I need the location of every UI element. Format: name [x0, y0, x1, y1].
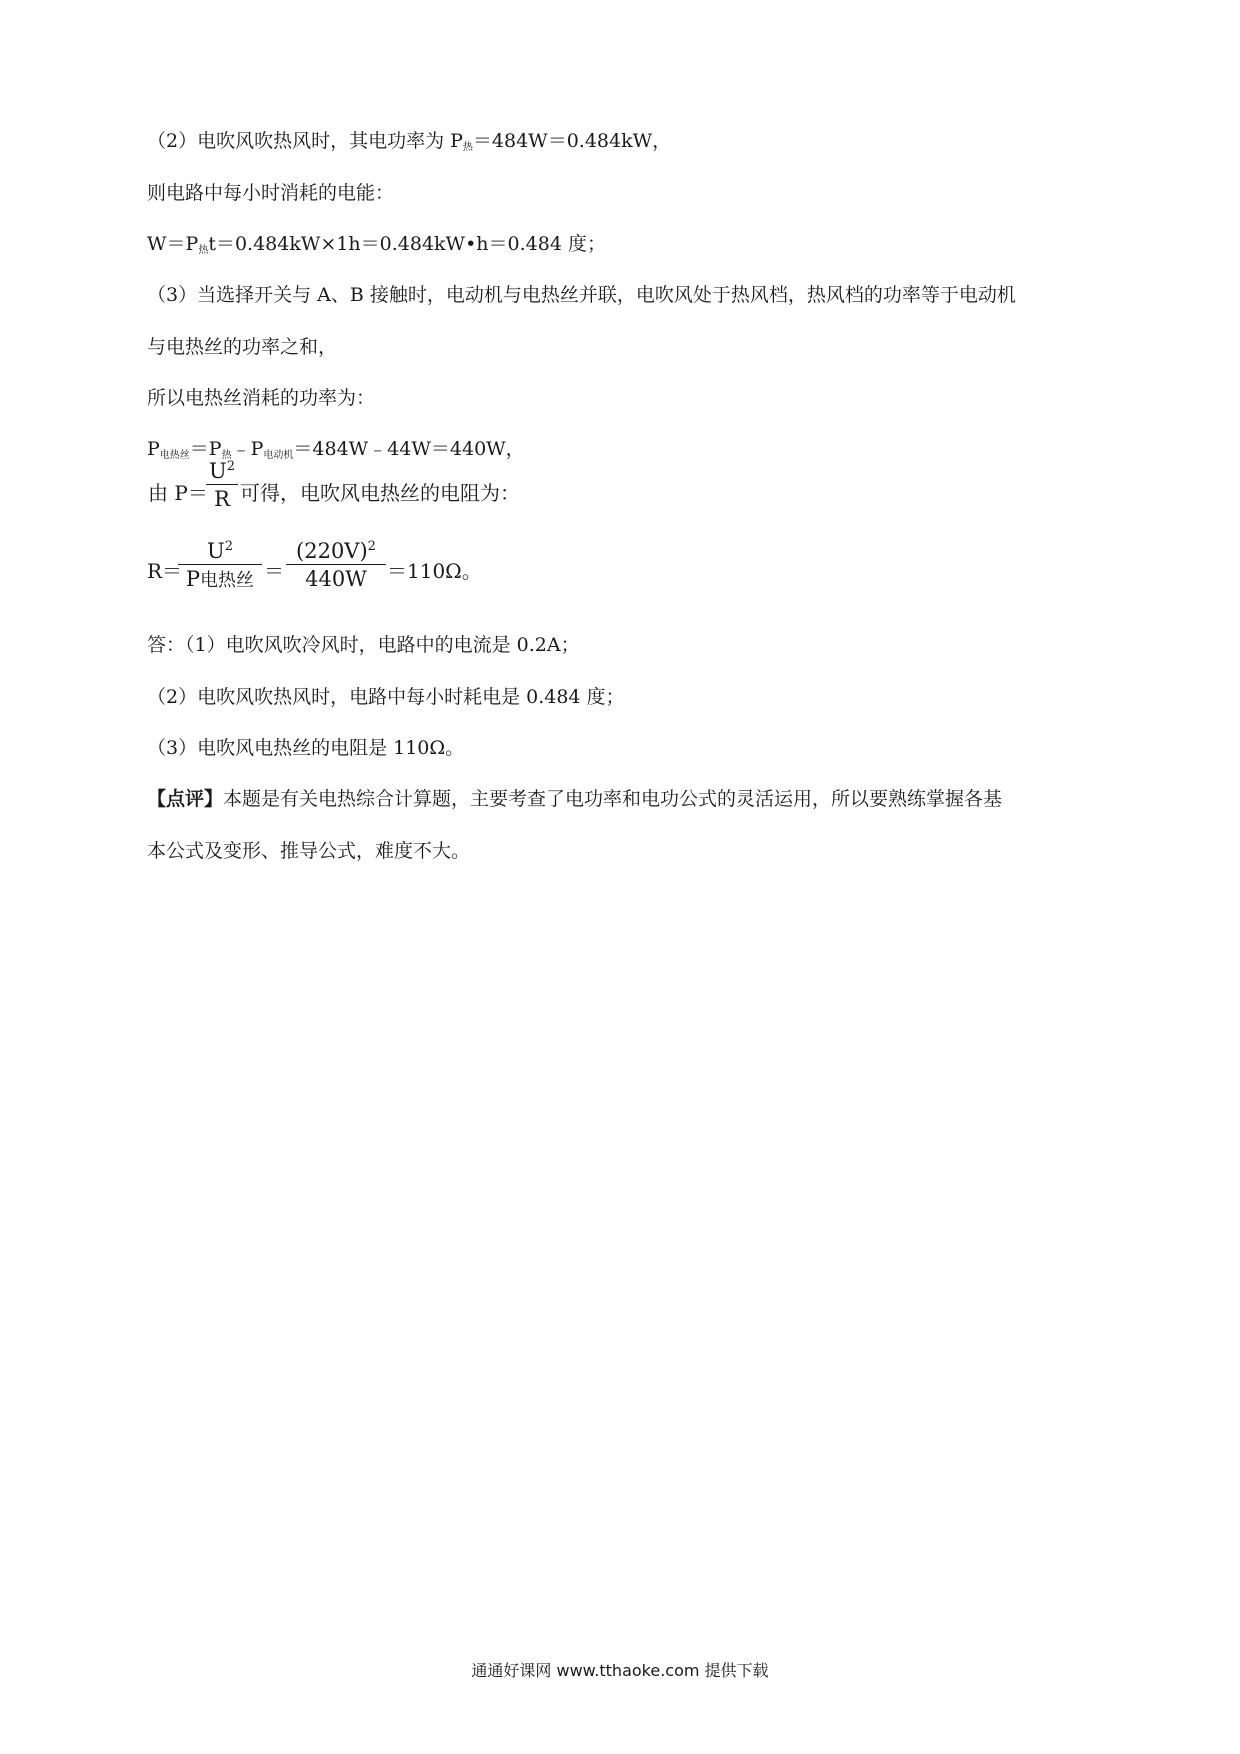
- superscript: 2: [367, 539, 376, 554]
- text: ＝484W＝0.484kW，: [472, 130, 672, 152]
- page-footer: 通通好课网 www.tthaoke.com 提供下载: [471, 1661, 769, 1680]
- numerator: (220V): [296, 539, 368, 563]
- comment-tag: 【点评】: [147, 788, 224, 810]
- solution-line-power: 所以电热丝消耗的功率为：: [147, 387, 376, 409]
- energy-formula: [147, 231, 606, 261]
- answer-line-2: （2）电吹风吹热风时，电路中每小时耗电是 0.484 度；: [147, 686, 625, 708]
- solution-line-3-cont: 与电热丝的功率之和，: [147, 336, 338, 358]
- fraction-voltage-over-power: [286, 534, 386, 593]
- denominator: P: [185, 567, 201, 591]
- numerator: U: [209, 459, 227, 483]
- answer-line-3: （3）电吹风电热丝的电阻是 110Ω。: [147, 737, 465, 759]
- subscript: 电动机: [263, 450, 294, 461]
- solution-line-3: （3）当选择开关与 A、B 接触时，电动机与电热丝并联，电吹风处于热风档，热风档的功率等于电动机: [147, 284, 1016, 306]
- subscript: 热: [198, 245, 209, 256]
- solution-line-2: [147, 128, 671, 158]
- comment-line-2: 本公式及变形、推导公式，难度不大。: [147, 840, 471, 862]
- answer-line-1: 答：（1）电吹风吹冷风时，电路中的电流是 0.2A；: [147, 634, 580, 656]
- text: 由 P＝: [148, 481, 208, 505]
- text: P: [147, 438, 160, 460]
- subscript: 电热丝: [159, 450, 190, 461]
- text: ＝P: [189, 438, 222, 460]
- comment-line-1: [147, 786, 1002, 812]
- fraction-u2-over-p: [178, 534, 262, 595]
- solution-line-energy: 则电路中每小时消耗的电能：: [147, 182, 395, 204]
- text: ＝484W﹣44W＝440W，: [293, 438, 525, 460]
- denominator: 440W: [305, 567, 367, 591]
- text: ﹣P: [231, 438, 264, 460]
- text: W＝P: [147, 233, 199, 255]
- text: t＝0.484kW×1h＝0.484kW•h＝0.484 度；: [208, 233, 606, 255]
- subscript: 电热丝: [200, 570, 255, 591]
- text: 可得，电吹风电热丝的电阻为：: [240, 481, 520, 505]
- text: 本题是有关电热综合计算题，主要考查了电功率和电功公式的灵活运用，所以要熟练掌握各基: [223, 788, 1003, 810]
- power-formula: [147, 436, 525, 466]
- superscript: 2: [226, 459, 235, 474]
- denominator: R: [214, 487, 230, 511]
- text: ＝: [264, 559, 284, 583]
- text: （2）电吹风吹热风时，其电功率为 P: [147, 130, 463, 152]
- superscript: 2: [224, 539, 233, 554]
- text: R＝: [147, 559, 183, 583]
- fraction-u2-over-r: [206, 454, 238, 513]
- subscript: 热: [462, 142, 473, 153]
- text: ＝110Ω。: [387, 559, 482, 583]
- numerator: U: [207, 539, 225, 563]
- subscript: 热: [221, 450, 232, 461]
